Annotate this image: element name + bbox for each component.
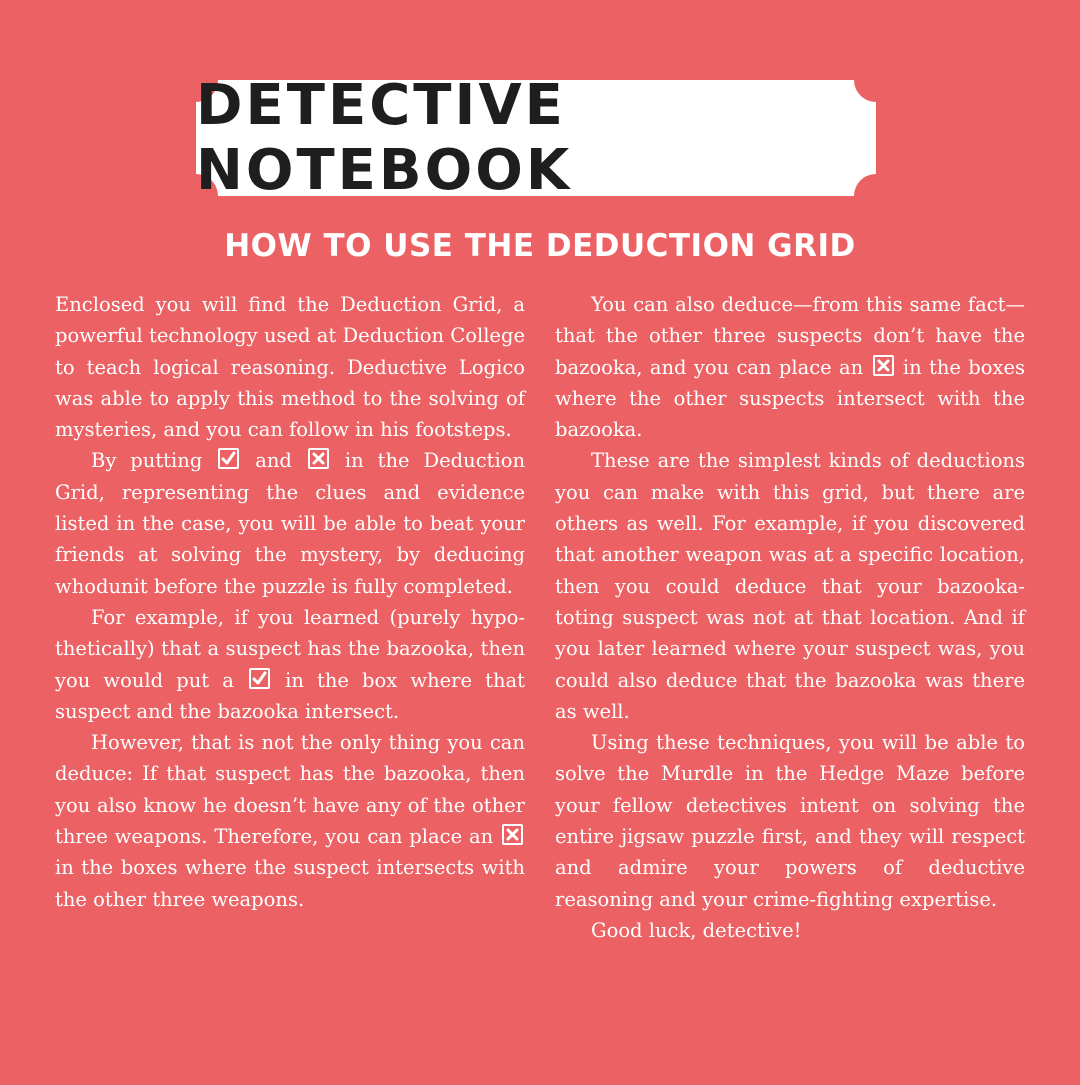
paragraph-text: in the boxes where the other suspects intersect with the bazooka. xyxy=(555,355,1026,442)
paragraph-text: You can also deduce—from this same fact—that the other three suspects don’t have the bazooka, and you can place an xyxy=(555,293,1025,379)
paragraph-text: By putting xyxy=(91,449,203,473)
checkbox-x-icon xyxy=(873,355,894,376)
checkbox-check-icon xyxy=(218,448,239,469)
checkbox-x-icon xyxy=(502,824,523,845)
paragraph-example xyxy=(55,602,525,727)
paragraph-also-deduce xyxy=(555,289,1025,445)
checkbox-check-icon xyxy=(249,668,270,689)
paragraph-text: Using these techniques, you will be able to solve the Murdle in the Hedge Maze before your fellow detectives intent on solving the entire jigsaw puzzle first, and they will respect and admire your powers of deductive reasoning and your crime-fighting expertise. xyxy=(555,731,1025,911)
paragraph-text: in the boxes where the suspect intersects with the other three weapons. xyxy=(55,856,525,911)
paragraph-text: and xyxy=(255,449,292,473)
paragraph-text: Good luck, detective! xyxy=(591,918,802,942)
paragraph-putting xyxy=(55,445,525,601)
left-column xyxy=(55,289,525,915)
paragraph-text: in the Deduction Grid, representing the clues and evidence listed in the case, you will be able to beat your friends at solving the mystery, by deducing whodunit before the puzzle is fully completed. xyxy=(55,449,526,598)
paragraph-intro xyxy=(55,289,525,445)
paragraph-however xyxy=(55,727,525,915)
paragraph-text: These are the simplest kinds of deductions you can make with this grid, but there are others as well. For example, if you discovered that another weapon was at a specific location, then you could deduce that your bazooka-toting suspect was not at that location. And if you later learned where your suspect was, you could also deduce that the bazooka was there as well. xyxy=(555,449,1025,723)
paragraph-good-luck xyxy=(555,915,1025,946)
title-banner xyxy=(196,73,876,203)
paragraph-techniques xyxy=(555,727,1025,915)
checkbox-x-icon xyxy=(308,448,329,469)
page-title: DETECTIVE NOTEBOOK xyxy=(196,73,573,203)
paragraph-simplest xyxy=(555,445,1025,727)
paragraph-text: For example, if you learned (purely hypothetically) that a suspect has the bazooka, then you would put a xyxy=(55,605,525,692)
paragraph-text: However, that is not the only thing you can deduce: If that suspect has the bazooka, then you also know he doesn’t have any of the other three weapons. Therefore, you can place an xyxy=(55,731,525,849)
paragraph-text: Enclosed you will find the Deduction Grid, a powerful technology used at Deduction College to teach logical reasoning. Deductive Logico was able to apply this method to the solving of mysteries, and you can follow in his footsteps. xyxy=(55,293,525,442)
right-column xyxy=(555,289,1025,946)
paragraph-text: in the box where that suspect and the bazooka intersect. xyxy=(55,668,526,723)
section-heading: HOW TO USE THE DEDUCTION GRID xyxy=(224,228,856,264)
